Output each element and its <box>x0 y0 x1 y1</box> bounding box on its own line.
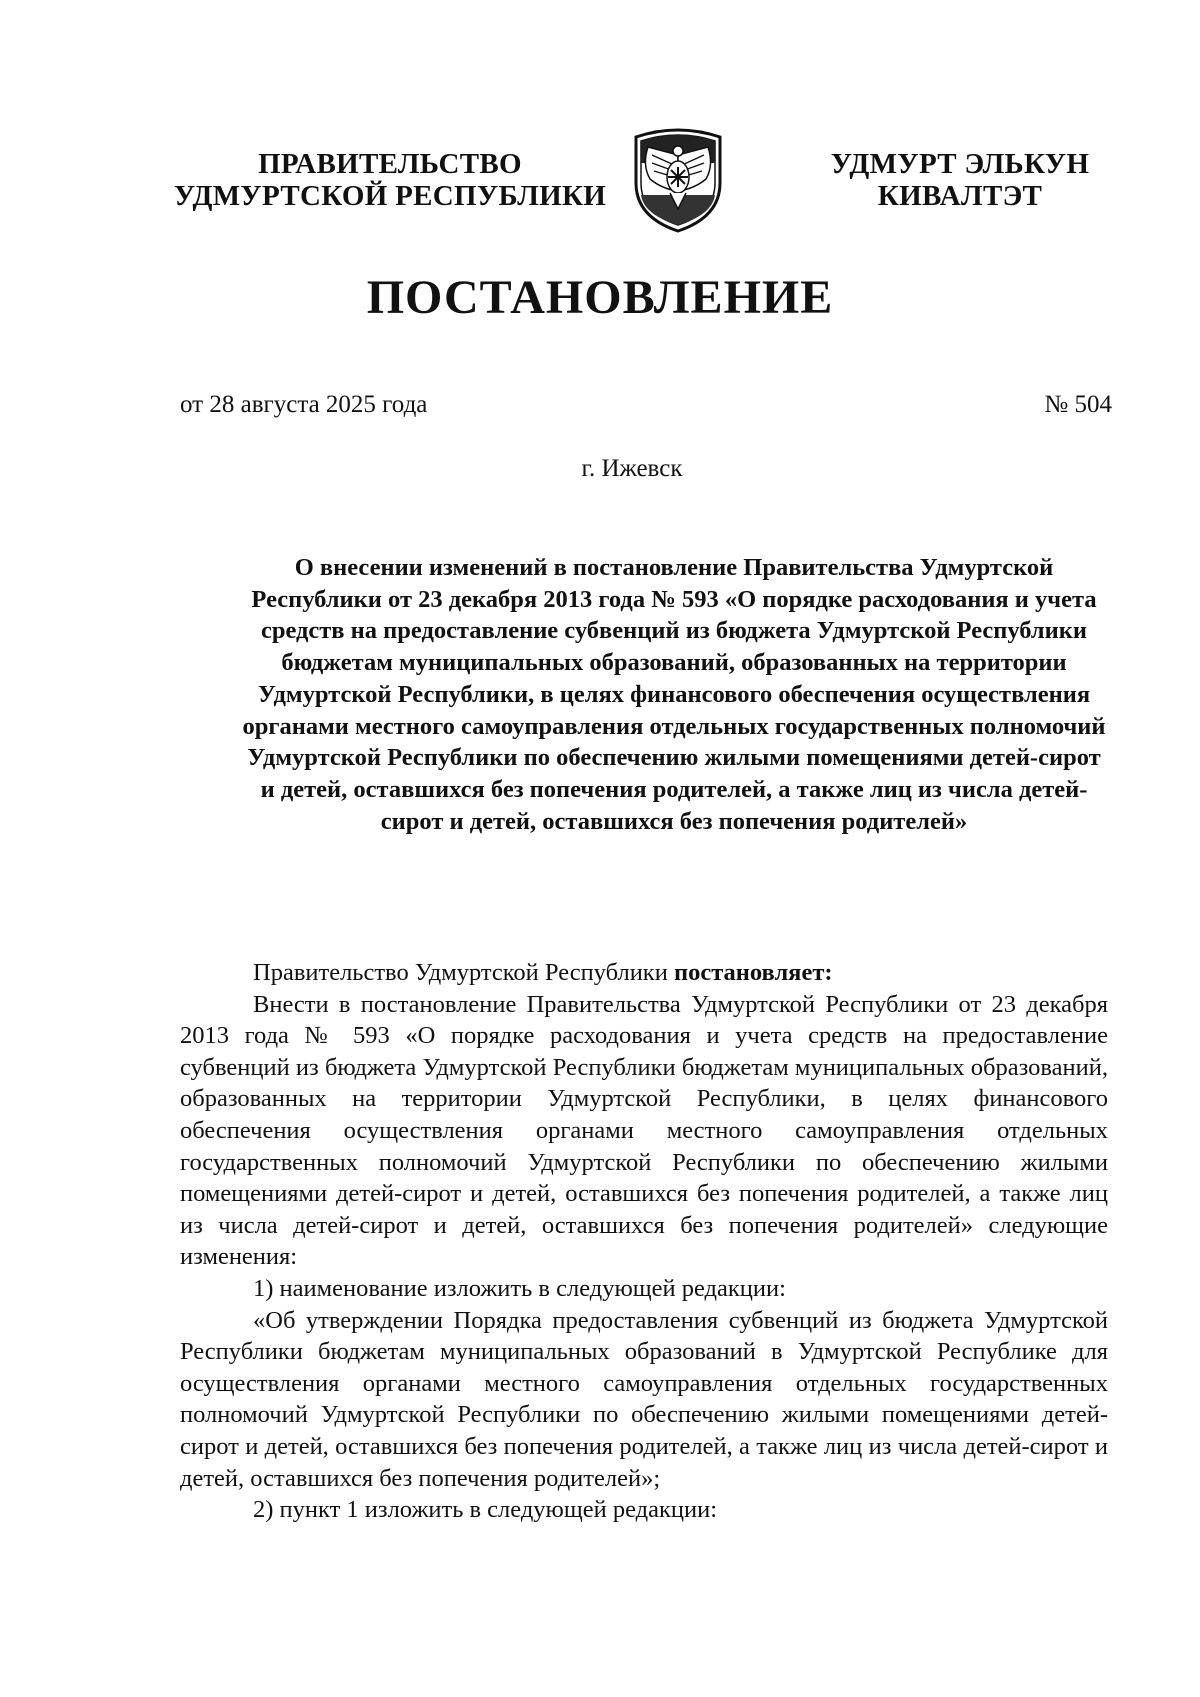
body-intro-bold: постановляет <box>673 959 825 986</box>
body-intro-text: Правительство Удмуртской Республики <box>253 959 674 986</box>
body-intro-colon: : <box>824 959 833 986</box>
header-right-line1: УДМУРТ ЭЛЬКУН <box>830 148 1090 180</box>
document-type-title: ПОСТАНОВЛЕНИЕ <box>366 271 834 324</box>
header-left-line1: ПРАВИТЕЛЬСТВО <box>258 148 522 180</box>
body-intro <box>180 957 1108 989</box>
header-left <box>170 148 610 212</box>
document-city: г. Ижевск <box>581 455 683 482</box>
document-subject-title: О внесении изменений в постановление Правительства Удмуртской Республики от 23 декабря 2013 года № 593 «О порядке расходования и учета средств на предоставление субвенций из бюджета Удмуртской Республики бюджетам муниципальных образований, образованных на территории Удмуртской Республики, в целях финансового обеспечения осуществления органами местного самоуправления отдельных государственных полномочий Удмуртской Республики по обеспечению жилыми помещениями детей-сирот и детей, оставшихся без попечения родителей, а также лиц из числа детей-сирот и детей, оставшихся без попечения родителей» <box>242 554 1106 835</box>
document-body <box>180 957 1108 1526</box>
header-left-line2: УДМУРТСКОЙ РЕСПУБЛИКИ <box>173 180 607 212</box>
udmurt-coat-of-arms-icon <box>624 125 732 235</box>
body-paragraph-1: Внести в постановление Правительства Удмуртской Республики от 23 декабря 2013 года № 593 «О порядке расходования и учета средств на предоставление субвенций из бюджета Удмуртской Республики бюджетам муниципальных образований, образованных на территории Удмуртской Республики, в целях финансового обеспечения осуществления органами местного самоуправления отдельных государственных полномочий Удмуртской Республики по обеспечению жилыми помещениями детей-сирот и детей, оставшихся без попечения родителей, а также лиц из числа детей-сирот и детей, оставшихся без попечения родителей» следующие изменения: <box>180 990 1108 1271</box>
document-date: от 28 августа 2025 года <box>180 391 428 418</box>
body-paragraph-2: «Об утверждении Порядка предоставления субвенций из бюджета Удмуртской Республики бюджетам муниципальных образований в Удмуртской Республике для осуществления органами местного самоуправления отдельных государственных полномочий Удмуртской Республики по обеспечению жилыми помещениями детей-сирот и детей, оставшихся без попечения родителей, а также лиц из числа детей-сирот и детей, оставшихся без попечения родителей»; <box>180 1306 1108 1492</box>
header-right-line2: КИВАЛТЭТ <box>877 180 1043 212</box>
body-item-2: 2) пункт 1 изложить в следующей редакции: <box>253 1496 718 1524</box>
body-item-1: 1) наименование изложить в следующей редакции: <box>253 1274 786 1302</box>
header-right <box>810 148 1110 212</box>
document-number: № 504 <box>1044 391 1112 418</box>
